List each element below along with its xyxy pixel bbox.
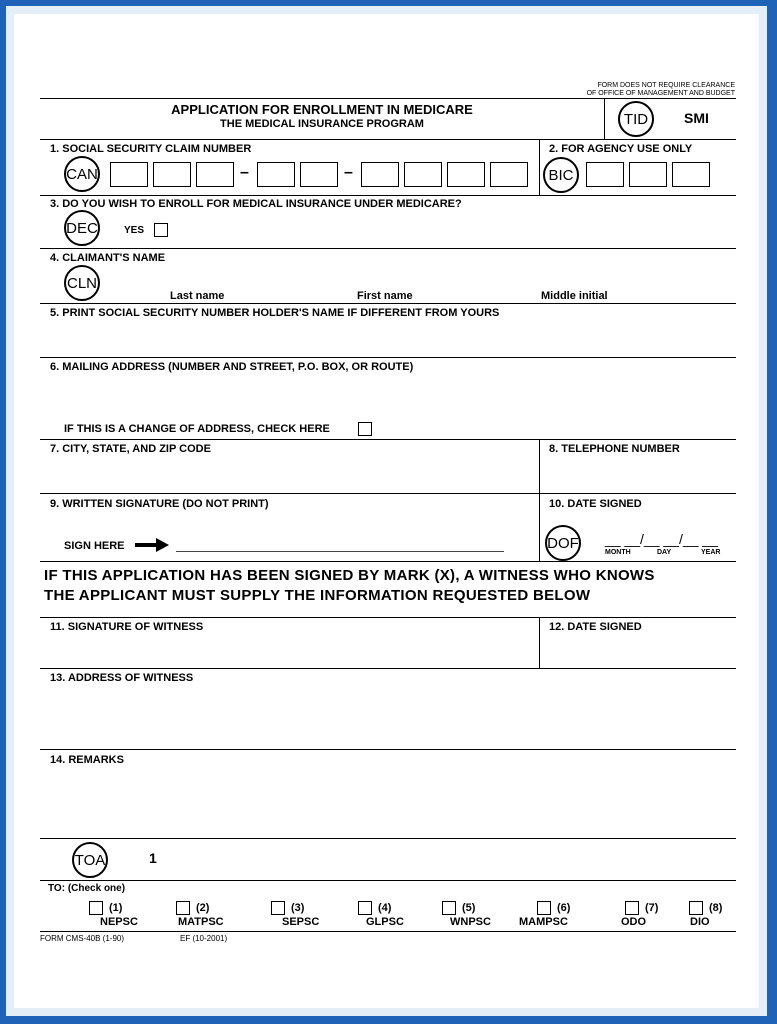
toa-value: 1 <box>149 850 157 866</box>
toa-code-circle: TOA <box>72 842 108 878</box>
witness-notice-line2: THE APPLICANT MUST SUPPLY THE INFORMATION REQUESTED BELOW <box>44 587 591 604</box>
option-checkbox[interactable] <box>358 901 372 915</box>
ssn-digit-box[interactable] <box>196 162 234 187</box>
option-checkbox[interactable] <box>89 901 103 915</box>
ssn-digit-box[interactable] <box>110 162 148 187</box>
separator-dash: – <box>240 164 249 181</box>
cln-code-circle: CLN <box>64 265 100 301</box>
divider <box>40 303 736 304</box>
option-name: NEPSC <box>100 916 138 928</box>
ssn-digit-box[interactable] <box>361 162 399 187</box>
divider <box>40 248 736 249</box>
change-address-checkbox[interactable] <box>358 422 372 436</box>
divider <box>539 617 540 668</box>
option-name: DIO <box>690 916 710 928</box>
witness-notice-line1: IF THIS APPLICATION HAS BEEN SIGNED BY MARK (X), A WITNESS WHO KNOWS <box>44 567 655 584</box>
form-id: FORM CMS-40B (1-90) <box>40 934 125 943</box>
form-title: APPLICATION FOR ENROLLMENT IN MEDICARE <box>171 102 473 117</box>
last-name-label: Last name <box>170 290 225 302</box>
tid-code-circle: TID <box>618 101 654 137</box>
first-name-label: First name <box>357 290 413 302</box>
ssn-digit-box[interactable] <box>153 162 191 187</box>
divider <box>40 617 736 618</box>
form-subtitle: THE MEDICAL INSURANCE PROGRAM <box>220 118 424 130</box>
mailing-address-label: 6. MAILING ADDRESS (NUMBER AND STREET, P.O. BOX, OR ROUTE) <box>50 361 414 373</box>
divider <box>40 139 736 140</box>
option-checkbox[interactable] <box>625 901 639 915</box>
option-number: (4) <box>378 902 392 914</box>
enroll-question-label: 3. DO YOU WISH TO ENROLL FOR MEDICAL INSURANCE UNDER MEDICARE? <box>50 198 462 210</box>
month-label: MONTH <box>605 549 631 556</box>
witness-date-label: 12. DATE SIGNED <box>549 621 642 633</box>
divider <box>539 439 540 561</box>
witness-signature-label: 11. SIGNATURE OF WITNESS <box>50 621 204 633</box>
ssn-digit-box[interactable] <box>300 162 338 187</box>
option-number: (3) <box>291 902 305 914</box>
dec-code-circle: DEC <box>64 210 100 246</box>
signature-label: 9. WRITTEN SIGNATURE (DO NOT PRINT) <box>50 498 269 510</box>
to-check-label: TO: (Check one) <box>48 883 126 894</box>
divider <box>40 493 736 494</box>
city-state-zip-label: 7. CITY, STATE, AND ZIP CODE <box>50 443 211 455</box>
option-number: (8) <box>709 902 723 914</box>
change-address-label: IF THIS IS A CHANGE OF ADDRESS, CHECK HERE <box>64 423 330 435</box>
option-checkbox[interactable] <box>537 901 551 915</box>
agency-box[interactable] <box>672 162 710 187</box>
ssn-digit-box[interactable] <box>404 162 442 187</box>
option-name: ODO <box>621 916 647 928</box>
divider <box>40 357 736 358</box>
day-label: DAY <box>657 549 672 556</box>
option-checkbox[interactable] <box>271 901 285 915</box>
yes-label: YES <box>124 225 145 236</box>
option-name: MAMPSC <box>519 916 568 928</box>
option-checkbox[interactable] <box>689 901 703 915</box>
claimant-name-label: 4. CLAIMANT'S NAME <box>50 252 166 264</box>
date-signed-label: 10. DATE SIGNED <box>549 498 642 510</box>
divider <box>40 749 736 750</box>
option-name: WNPSC <box>450 916 491 928</box>
option-name: MATPSC <box>178 916 224 928</box>
divider <box>40 98 736 99</box>
option-checkbox[interactable] <box>442 901 456 915</box>
holder-name-label: 5. PRINT SOCIAL SECURITY NUMBER HOLDER'S NAME IF DIFFERENT FROM YOURS <box>50 307 500 319</box>
divider <box>40 838 736 839</box>
divider <box>40 195 736 196</box>
option-number: (6) <box>557 902 571 914</box>
option-checkbox[interactable] <box>176 901 190 915</box>
remarks-label: 14. REMARKS <box>50 754 124 766</box>
agency-box[interactable] <box>629 162 667 187</box>
witness-address-label: 13. ADDRESS OF WITNESS <box>50 672 194 684</box>
date-format-marks[interactable]: __ __/__ __/__ __ <box>605 531 718 547</box>
year-label: YEAR <box>701 549 721 556</box>
arrow-right-icon <box>134 537 170 553</box>
divider <box>604 98 605 139</box>
ssn-label: 1. SOCIAL SECURITY CLAIM NUMBER <box>50 143 252 155</box>
yes-checkbox[interactable] <box>154 223 168 237</box>
divider <box>539 139 540 195</box>
form-page <box>14 14 759 1008</box>
divider <box>40 880 736 881</box>
sign-here-label: SIGN HERE <box>64 540 125 552</box>
signature-line[interactable] <box>176 551 504 552</box>
bic-code-circle: BIC <box>543 157 579 193</box>
option-number: (2) <box>196 902 210 914</box>
option-name: GLPSC <box>366 916 404 928</box>
option-number: (1) <box>109 902 123 914</box>
divider <box>40 561 736 562</box>
middle-initial-label: Middle initial <box>541 290 608 302</box>
divider <box>40 668 736 669</box>
divider <box>40 439 736 440</box>
ssn-digit-box[interactable] <box>447 162 485 187</box>
clearance-note-1: FORM DOES NOT REQUIRE CLEARANCE <box>597 82 735 89</box>
option-number: (7) <box>645 902 659 914</box>
agency-use-label: 2. FOR AGENCY USE ONLY <box>549 143 693 155</box>
option-name: SEPSC <box>282 916 320 928</box>
ssn-digit-box[interactable] <box>490 162 528 187</box>
ef-id: EF (10-2001) <box>180 934 228 943</box>
separator-dash: – <box>344 164 353 181</box>
option-number: (5) <box>462 902 476 914</box>
clearance-note-2: OF OFFICE OF MANAGEMENT AND BUDGET <box>586 90 735 97</box>
smi-label: SMI <box>684 110 709 126</box>
agency-box[interactable] <box>586 162 624 187</box>
ssn-digit-box[interactable] <box>257 162 295 187</box>
telephone-label: 8. TELEPHONE NUMBER <box>549 443 680 455</box>
can-code-circle: CAN <box>64 156 100 192</box>
divider <box>40 931 736 932</box>
dof-code-circle: DOF <box>545 525 581 561</box>
